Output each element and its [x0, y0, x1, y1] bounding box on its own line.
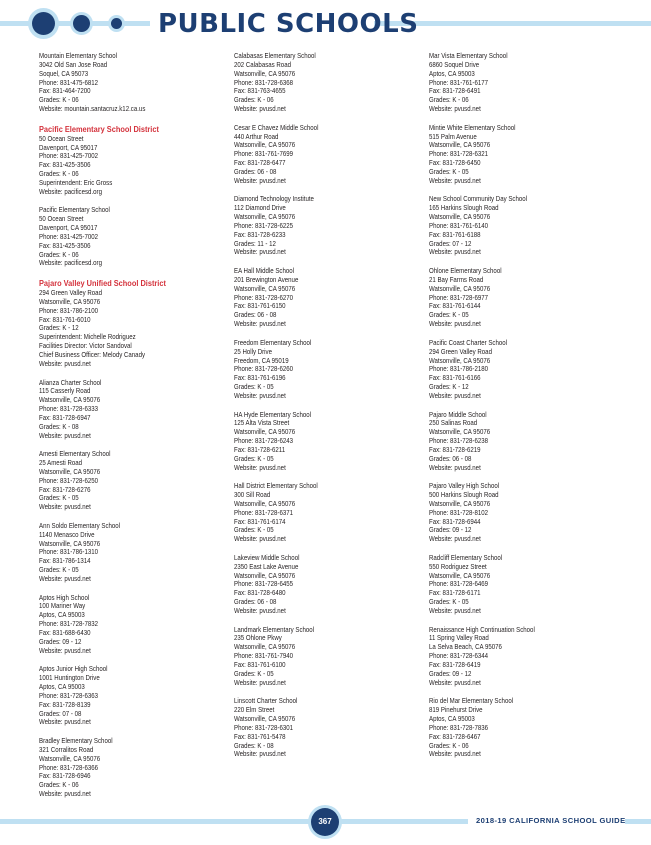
district-name: Pajaro Valley Unified School District [39, 278, 166, 289]
school-entry [429, 626, 592, 688]
entry-detail-line: 819 Pinehurst Drive [429, 706, 483, 715]
entry-detail-line: Phone: 831-728-6321 [429, 150, 489, 159]
school-name: Landmark Elementary School [234, 625, 315, 634]
entry-detail-line: 202 Calabasas Road [234, 60, 291, 69]
school-entry [39, 737, 202, 799]
school-entry [234, 124, 397, 186]
entry-detail-line: Website: pacificesd.org [39, 259, 102, 268]
entry-detail-line: Fax: 831-728-6477 [234, 159, 286, 168]
entry-detail-line: Fax: 831-761-6150 [234, 302, 286, 311]
entry-detail-line: 550 Rodriguez Street [429, 562, 487, 571]
footer-rule-middle [340, 819, 468, 824]
entry-detail-line: Fax: 831-425-3506 [39, 161, 91, 170]
entry-detail-line: Website: pvusd.net [429, 320, 481, 329]
entry-detail-line: Watsonville, CA 95076 [234, 715, 296, 724]
entry-detail-line: Watsonville, CA 95076 [234, 428, 296, 437]
entry-detail-line: Phone: 831-728-6301 [234, 723, 294, 732]
column-2 [234, 52, 424, 769]
entry-detail-line: Phone: 831-728-6469 [429, 580, 489, 589]
header-dot-small [111, 18, 122, 29]
entry-detail-line: 165 Harkins Slough Road [429, 204, 499, 213]
entry-detail-line: Phone: 831-728-6366 [39, 763, 99, 772]
entry-detail-line: Watsonville, CA 95076 [429, 499, 491, 508]
school-name: Renaissance High Continuation School [429, 625, 535, 634]
school-name: Ohlone Elementary School [429, 267, 502, 276]
entry-detail-line: Grades: K - 08 [39, 422, 79, 431]
entry-detail-line: 250 Salinas Road [429, 419, 478, 428]
entry-detail-line: Grades: 06 - 08 [234, 598, 277, 607]
entry-detail-line: Chief Business Officer: Melody Canady [39, 351, 146, 360]
entry-detail-line: Watsonville, CA 95076 [234, 499, 296, 508]
entry-detail-line: Grades: K - 06 [39, 96, 79, 105]
column-3 [429, 52, 619, 769]
district-entry [39, 124, 202, 197]
entry-detail-line: Watsonville, CA 95076 [39, 539, 101, 548]
school-entry [429, 195, 592, 257]
entry-detail-line: Grades: K - 05 [429, 598, 469, 607]
school-name: Aptos Junior High School [39, 665, 108, 674]
entry-detail-line: Phone: 831-728-7836 [429, 723, 489, 732]
school-entry [429, 267, 592, 329]
school-name: Alianza Charter School [39, 378, 102, 387]
entry-detail-line: Website: pvusd.net [429, 105, 481, 114]
entry-detail-line: 112 Diamond Drive [234, 204, 286, 213]
entry-detail-line: Watsonville, CA 95076 [429, 356, 491, 365]
entry-detail-line: Phone: 831-728-6225 [234, 221, 294, 230]
entry-detail-line: Phone: 831-728-6250 [39, 476, 99, 485]
entry-detail-line: Website: pvusd.net [234, 535, 286, 544]
entry-detail-line: Fax: 831-728-6946 [39, 772, 91, 781]
school-name: New School Community Day School [429, 195, 527, 204]
entry-detail-line: Watsonville, CA 95076 [39, 396, 101, 405]
entry-detail-line: 25 Holly Drive [234, 347, 272, 356]
entry-detail-line: Watsonville, CA 95076 [234, 284, 296, 293]
entry-detail-line: Grades: K - 05 [39, 566, 79, 575]
school-entry [39, 594, 202, 656]
school-entry [429, 482, 592, 544]
entry-detail-line: Website: pvusd.net [234, 248, 286, 257]
entry-detail-line: Phone: 831-728-8102 [429, 508, 489, 517]
entry-detail-line: Fax: 831-728-8139 [39, 700, 91, 709]
entry-detail-line: Fax: 831-761-6010 [39, 315, 91, 324]
entry-detail-line: Website: pvusd.net [39, 574, 91, 583]
entry-detail-line: Grades: 07 - 08 [39, 709, 82, 718]
school-name: Pacific Coast Charter School [429, 338, 507, 347]
entry-detail-line: Website: pvusd.net [429, 750, 481, 759]
entry-detail-line: 500 Harkins Slough Road [429, 491, 499, 500]
school-entry [429, 52, 592, 114]
school-name: Radcliff Elementary School [429, 553, 503, 562]
entry-detail-line: Website: pvusd.net [429, 463, 481, 472]
entry-detail-line: Grades: K - 12 [39, 324, 79, 333]
school-name: Linscott Charter School [234, 697, 298, 706]
page-header [0, 0, 651, 50]
entry-detail-line: Fax: 831-728-6276 [39, 485, 91, 494]
entry-detail-line: Fax: 831-728-6480 [234, 589, 286, 598]
entry-detail-line: Fax: 831-761-6174 [234, 517, 286, 526]
entry-detail-line: 321 Corralitos Road [39, 745, 94, 754]
entry-detail-line: Phone: 831-728-6363 [39, 691, 99, 700]
entry-detail-line: 3042 Old San Jose Road [39, 60, 108, 69]
guide-title: 2018-19 CALIFORNIA SCHOOL GUIDE [476, 816, 626, 825]
entry-detail-line: Watsonville, CA 95076 [234, 213, 296, 222]
entry-detail-line: Grades: K - 06 [39, 250, 79, 259]
entry-detail-line: Watsonville, CA 95076 [429, 284, 491, 293]
entry-detail-line: Fax: 831-728-6467 [429, 732, 481, 741]
entry-detail-line: Website: pvusd.net [234, 320, 286, 329]
entry-detail-line: Phone: 831-786-1310 [39, 548, 99, 557]
school-entry [234, 482, 397, 544]
entry-detail-line: Facilities Director: Victor Sandoval [39, 342, 132, 351]
entry-detail-line: Website: pvusd.net [39, 431, 91, 440]
footer-rule-left [0, 819, 310, 824]
entry-detail-line: Phone: 831-728-6344 [429, 652, 489, 661]
entry-detail-line: 21 Bay Farms Road [429, 275, 484, 284]
entry-detail-line: 515 Palm Avenue [429, 132, 477, 141]
entry-detail-line: Soquel, CA 95073 [39, 69, 89, 78]
school-entry [234, 626, 397, 688]
header-dot-medium [73, 15, 90, 32]
school-name: Cesar E Chavez Middle School [234, 123, 319, 132]
entry-detail-line: Website: pvusd.net [234, 105, 286, 114]
school-name: Lakeview Middle School [234, 553, 300, 562]
school-entry [234, 411, 397, 473]
entry-detail-line: Grades: K - 06 [39, 781, 79, 790]
entry-detail-line: Grades: K - 05 [234, 383, 274, 392]
entry-detail-line: Watsonville, CA 95076 [234, 141, 296, 150]
entry-detail-line: Watsonville, CA 95076 [234, 69, 296, 78]
entry-detail-line: Fax: 831-425-3506 [39, 241, 91, 250]
entry-detail-line: Website: pvusd.net [234, 606, 286, 615]
entry-detail-line: Phone: 831-728-6243 [234, 437, 294, 446]
entry-detail-line: 100 Mariner Way [39, 602, 86, 611]
entry-detail-line: Website: pvusd.net [234, 678, 286, 687]
entry-detail-line: Grades: K - 05 [234, 454, 274, 463]
entry-detail-line: Website: pvusd.net [39, 718, 91, 727]
school-entry [429, 124, 592, 186]
page-number: 367 [311, 808, 339, 836]
entry-detail-line: Aptos, CA 95003 [39, 683, 85, 691]
district-name: Pacific Elementary School District [39, 123, 159, 134]
school-name: Pajaro Valley High School [429, 482, 500, 491]
school-name: Hall District Elementary School [234, 482, 318, 491]
entry-detail-line: Fax: 831-728-6491 [429, 87, 481, 96]
entry-detail-line: Superintendent: Michelle Rodriguez [39, 333, 136, 342]
entry-detail-line: Watsonville, CA 95076 [39, 467, 101, 476]
footer-rule-right [625, 819, 651, 824]
district-entry [39, 278, 202, 369]
entry-detail-line: Phone: 831-786-2180 [429, 365, 489, 374]
entry-detail-line: Grades: K - 06 [429, 741, 469, 750]
entry-detail-line: Fax: 831-763-4655 [234, 87, 286, 96]
page-footer [0, 805, 651, 845]
school-name: Mountain Elementary School [39, 52, 118, 60]
entry-detail-line: 300 Sill Road [234, 491, 271, 500]
entry-detail-line: Phone: 831-728-6368 [234, 78, 294, 87]
entry-detail-line: Fax: 831-464-7200 [39, 87, 91, 96]
entry-detail-line: Phone: 831-786-2100 [39, 306, 99, 315]
entry-detail-line: Fax: 831-761-6188 [429, 230, 481, 239]
entry-detail-line: Grades: K - 05 [429, 311, 469, 320]
entry-detail-line: Fax: 831-728-6419 [429, 661, 481, 669]
entry-detail-line: Website: pvusd.net [429, 391, 481, 400]
entry-detail-line: 115 Casserly Road [39, 387, 91, 396]
school-entry [429, 339, 592, 401]
column-1 [39, 52, 229, 809]
entry-detail-line: Fax: 831-728-6211 [234, 445, 286, 454]
school-entry [39, 52, 202, 114]
entry-detail-line: Watsonville, CA 95076 [429, 213, 491, 222]
school-entry [429, 697, 592, 759]
entry-detail-line: Phone: 831-761-7699 [234, 150, 294, 159]
entry-detail-line: Superintendent: Eric Gross [39, 178, 113, 187]
entry-detail-line: Website: pvusd.net [429, 176, 481, 185]
entry-detail-line: 25 Amesti Road [39, 459, 83, 468]
entry-detail-line: Website: pvusd.net [234, 391, 286, 400]
school-name: Pajaro Middle School [429, 410, 487, 419]
entry-detail-line: Fax: 831-728-6450 [429, 159, 481, 168]
entry-detail-line: Grades: K - 06 [234, 96, 274, 105]
entry-detail-line: Website: mountain.santacruz.k12.ca.us [39, 105, 146, 114]
school-name: Mintie White Elementary School [429, 123, 516, 132]
entry-detail-line: Grades: 09 - 12 [429, 526, 472, 535]
school-name: Amesti Elementary School [39, 450, 111, 459]
school-entry [234, 195, 397, 257]
entry-detail-line: Phone: 831-728-6455 [234, 580, 294, 589]
header-dot-large [32, 12, 55, 35]
school-name: Diamond Technology Institute [234, 195, 314, 204]
entry-detail-line: Aptos, CA 95003 [39, 611, 85, 620]
school-name: Rio del Mar Elementary School [429, 697, 514, 706]
entry-detail-line: 440 Arthur Road [234, 132, 279, 141]
entry-detail-line: Watsonville, CA 95076 [234, 571, 296, 580]
entry-detail-line: Phone: 831-425-7002 [39, 152, 99, 161]
entry-detail-line: 1140 Menasco Drive [39, 530, 95, 539]
entry-detail-line: Phone: 831-728-6333 [39, 405, 99, 414]
school-entry [234, 267, 397, 329]
entry-detail-line: Fax: 831-728-6233 [234, 230, 286, 239]
entry-detail-line: Phone: 831-728-6977 [429, 293, 489, 302]
entry-detail-line: 125 Alta Vista Street [234, 419, 290, 428]
entry-detail-line: Website: pvusd.net [429, 535, 481, 544]
school-name: Ann Soldo Elementary School [39, 521, 121, 530]
entry-detail-line: Phone: 831-728-7832 [39, 620, 99, 629]
entry-detail-line: Grades: K - 06 [429, 96, 469, 105]
school-name: Aptos High School [39, 593, 90, 602]
entry-detail-line: Davenport, CA 95017 [39, 143, 98, 152]
entry-detail-line: Aptos, CA 95003 [429, 69, 475, 78]
entry-detail-line: 294 Green Valley Road [429, 347, 492, 356]
entry-detail-line: 50 Ocean Street [39, 215, 84, 224]
entry-detail-line: Aptos, CA 95003 [429, 715, 475, 724]
entry-detail-line: Grades: K - 05 [429, 167, 469, 176]
entry-detail-line: Grades: 11 - 12 [234, 239, 276, 248]
entry-detail-line: Watsonville, CA 95076 [429, 141, 491, 150]
entry-detail-line: Website: pvusd.net [39, 359, 91, 368]
entry-detail-line: Website: pvusd.net [234, 176, 286, 185]
entry-detail-line: Grades: 06 - 08 [429, 454, 472, 463]
entry-detail-line: Fax: 831-728-6219 [429, 445, 481, 454]
page-title: PUBLIC SCHOOLS [158, 9, 419, 39]
school-entry [234, 697, 397, 759]
school-entry [234, 554, 397, 616]
entry-detail-line: Fax: 831-761-6100 [234, 661, 286, 669]
school-entry [234, 52, 397, 114]
entry-detail-line: Fax: 831-688-6430 [39, 628, 91, 637]
entry-detail-line: 11 Spring Valley Road [429, 634, 489, 643]
entry-detail-line: Website: pvusd.net [429, 248, 481, 257]
entry-detail-line: Fax: 831-761-6166 [429, 374, 481, 383]
entry-detail-line: Fax: 831-786-1314 [39, 557, 91, 566]
entry-detail-line: Website: pacificesd.org [39, 187, 102, 196]
entry-detail-line: Phone: 831-728-6260 [234, 365, 294, 374]
entry-detail-line: Website: pvusd.net [39, 503, 91, 512]
entry-detail-line: Grades: K - 05 [234, 526, 274, 535]
entry-detail-line: Website: pvusd.net [234, 463, 286, 472]
school-entry [39, 379, 202, 441]
entry-detail-line: Grades: 06 - 08 [234, 167, 277, 176]
school-name: EA Hall Middle School [234, 267, 295, 276]
entry-detail-line: 6860 Soquel Drive [429, 60, 480, 69]
entry-detail-line: Phone: 831-761-7940 [234, 652, 294, 661]
entry-detail-line: Phone: 831-728-6238 [429, 437, 489, 446]
entry-detail-line: Watsonville, CA 95076 [39, 754, 101, 763]
entry-detail-line: Website: pvusd.net [39, 646, 91, 655]
entry-detail-line: Watsonville, CA 95076 [429, 571, 491, 580]
entry-detail-line: Grades: K - 08 [234, 741, 274, 750]
entry-detail-line: Freedom, CA 95019 [234, 356, 289, 365]
school-name: Pacific Elementary School [39, 206, 110, 215]
entry-detail-line: Grades: K - 05 [234, 669, 274, 678]
school-entry [39, 450, 202, 512]
school-name: Mar Vista Elementary School [429, 52, 508, 60]
entry-detail-line: 235 Ohlone Pkwy [234, 634, 282, 643]
entry-detail-line: Davenport, CA 95017 [39, 224, 98, 233]
entry-detail-line: Grades: K - 05 [39, 494, 79, 503]
entry-detail-line: 50 Ocean Street [39, 134, 84, 143]
entry-detail-line: Grades: 09 - 12 [39, 637, 82, 646]
entry-detail-line: Grades: K - 12 [429, 383, 469, 392]
entry-detail-line: Website: pvusd.net [39, 790, 91, 799]
entry-detail-line: Watsonville, CA 95076 [39, 297, 101, 306]
entry-detail-line: Phone: 831-761-6177 [429, 78, 489, 87]
entry-detail-line: La Selva Beach, CA 95076 [429, 643, 502, 652]
school-entry [429, 554, 592, 616]
school-entry [39, 206, 202, 268]
entry-detail-line: Website: pvusd.net [429, 678, 481, 687]
school-name: Calabasas Elementary School [234, 52, 316, 60]
entry-detail-line: 220 Elm Street [234, 706, 275, 715]
entry-detail-line: Website: pvusd.net [234, 750, 286, 759]
school-entry [429, 411, 592, 473]
school-name: HA Hyde Elementary School [234, 410, 311, 419]
entry-detail-line: 201 Brewington Avenue [234, 275, 299, 284]
school-entry [39, 522, 202, 584]
entry-detail-line: Phone: 831-728-6371 [234, 508, 294, 517]
entry-detail-line: Grades: 09 - 12 [429, 669, 472, 678]
school-entry [39, 665, 202, 727]
entry-detail-line: Fax: 831-728-6944 [429, 517, 481, 526]
entry-detail-line: 2350 East Lake Avenue [234, 562, 299, 571]
entry-detail-line: Watsonville, CA 95076 [429, 428, 491, 437]
entry-detail-line: 1001 Huntington Drive [39, 674, 100, 683]
entry-detail-line: Website: pvusd.net [429, 606, 481, 615]
entry-detail-line: Phone: 831-728-6270 [234, 293, 294, 302]
entry-detail-line: Phone: 831-761-6140 [429, 221, 489, 230]
entry-detail-line: Grades: K - 06 [39, 170, 79, 179]
entry-detail-line: Fax: 831-761-5478 [234, 732, 286, 741]
entry-detail-line: Grades: 07 - 12 [429, 239, 472, 248]
entry-detail-line: Fax: 831-728-6947 [39, 413, 91, 422]
entry-detail-line: Phone: 831-425-7002 [39, 232, 99, 241]
school-name: Bradley Elementary School [39, 737, 113, 746]
school-entry [234, 339, 397, 401]
entry-detail-line: Fax: 831-761-6144 [429, 302, 481, 311]
entry-detail-line: Fax: 831-728-6171 [429, 589, 481, 598]
entry-detail-line: Grades: 06 - 08 [234, 311, 277, 320]
entry-detail-line: 294 Green Valley Road [39, 289, 102, 298]
entry-detail-line: Phone: 831-475-6812 [39, 78, 99, 87]
entry-detail-line: Watsonville, CA 95076 [234, 643, 296, 652]
entry-detail-line: Fax: 831-761-6196 [234, 374, 286, 383]
school-name: Freedom Elementary School [234, 338, 312, 347]
